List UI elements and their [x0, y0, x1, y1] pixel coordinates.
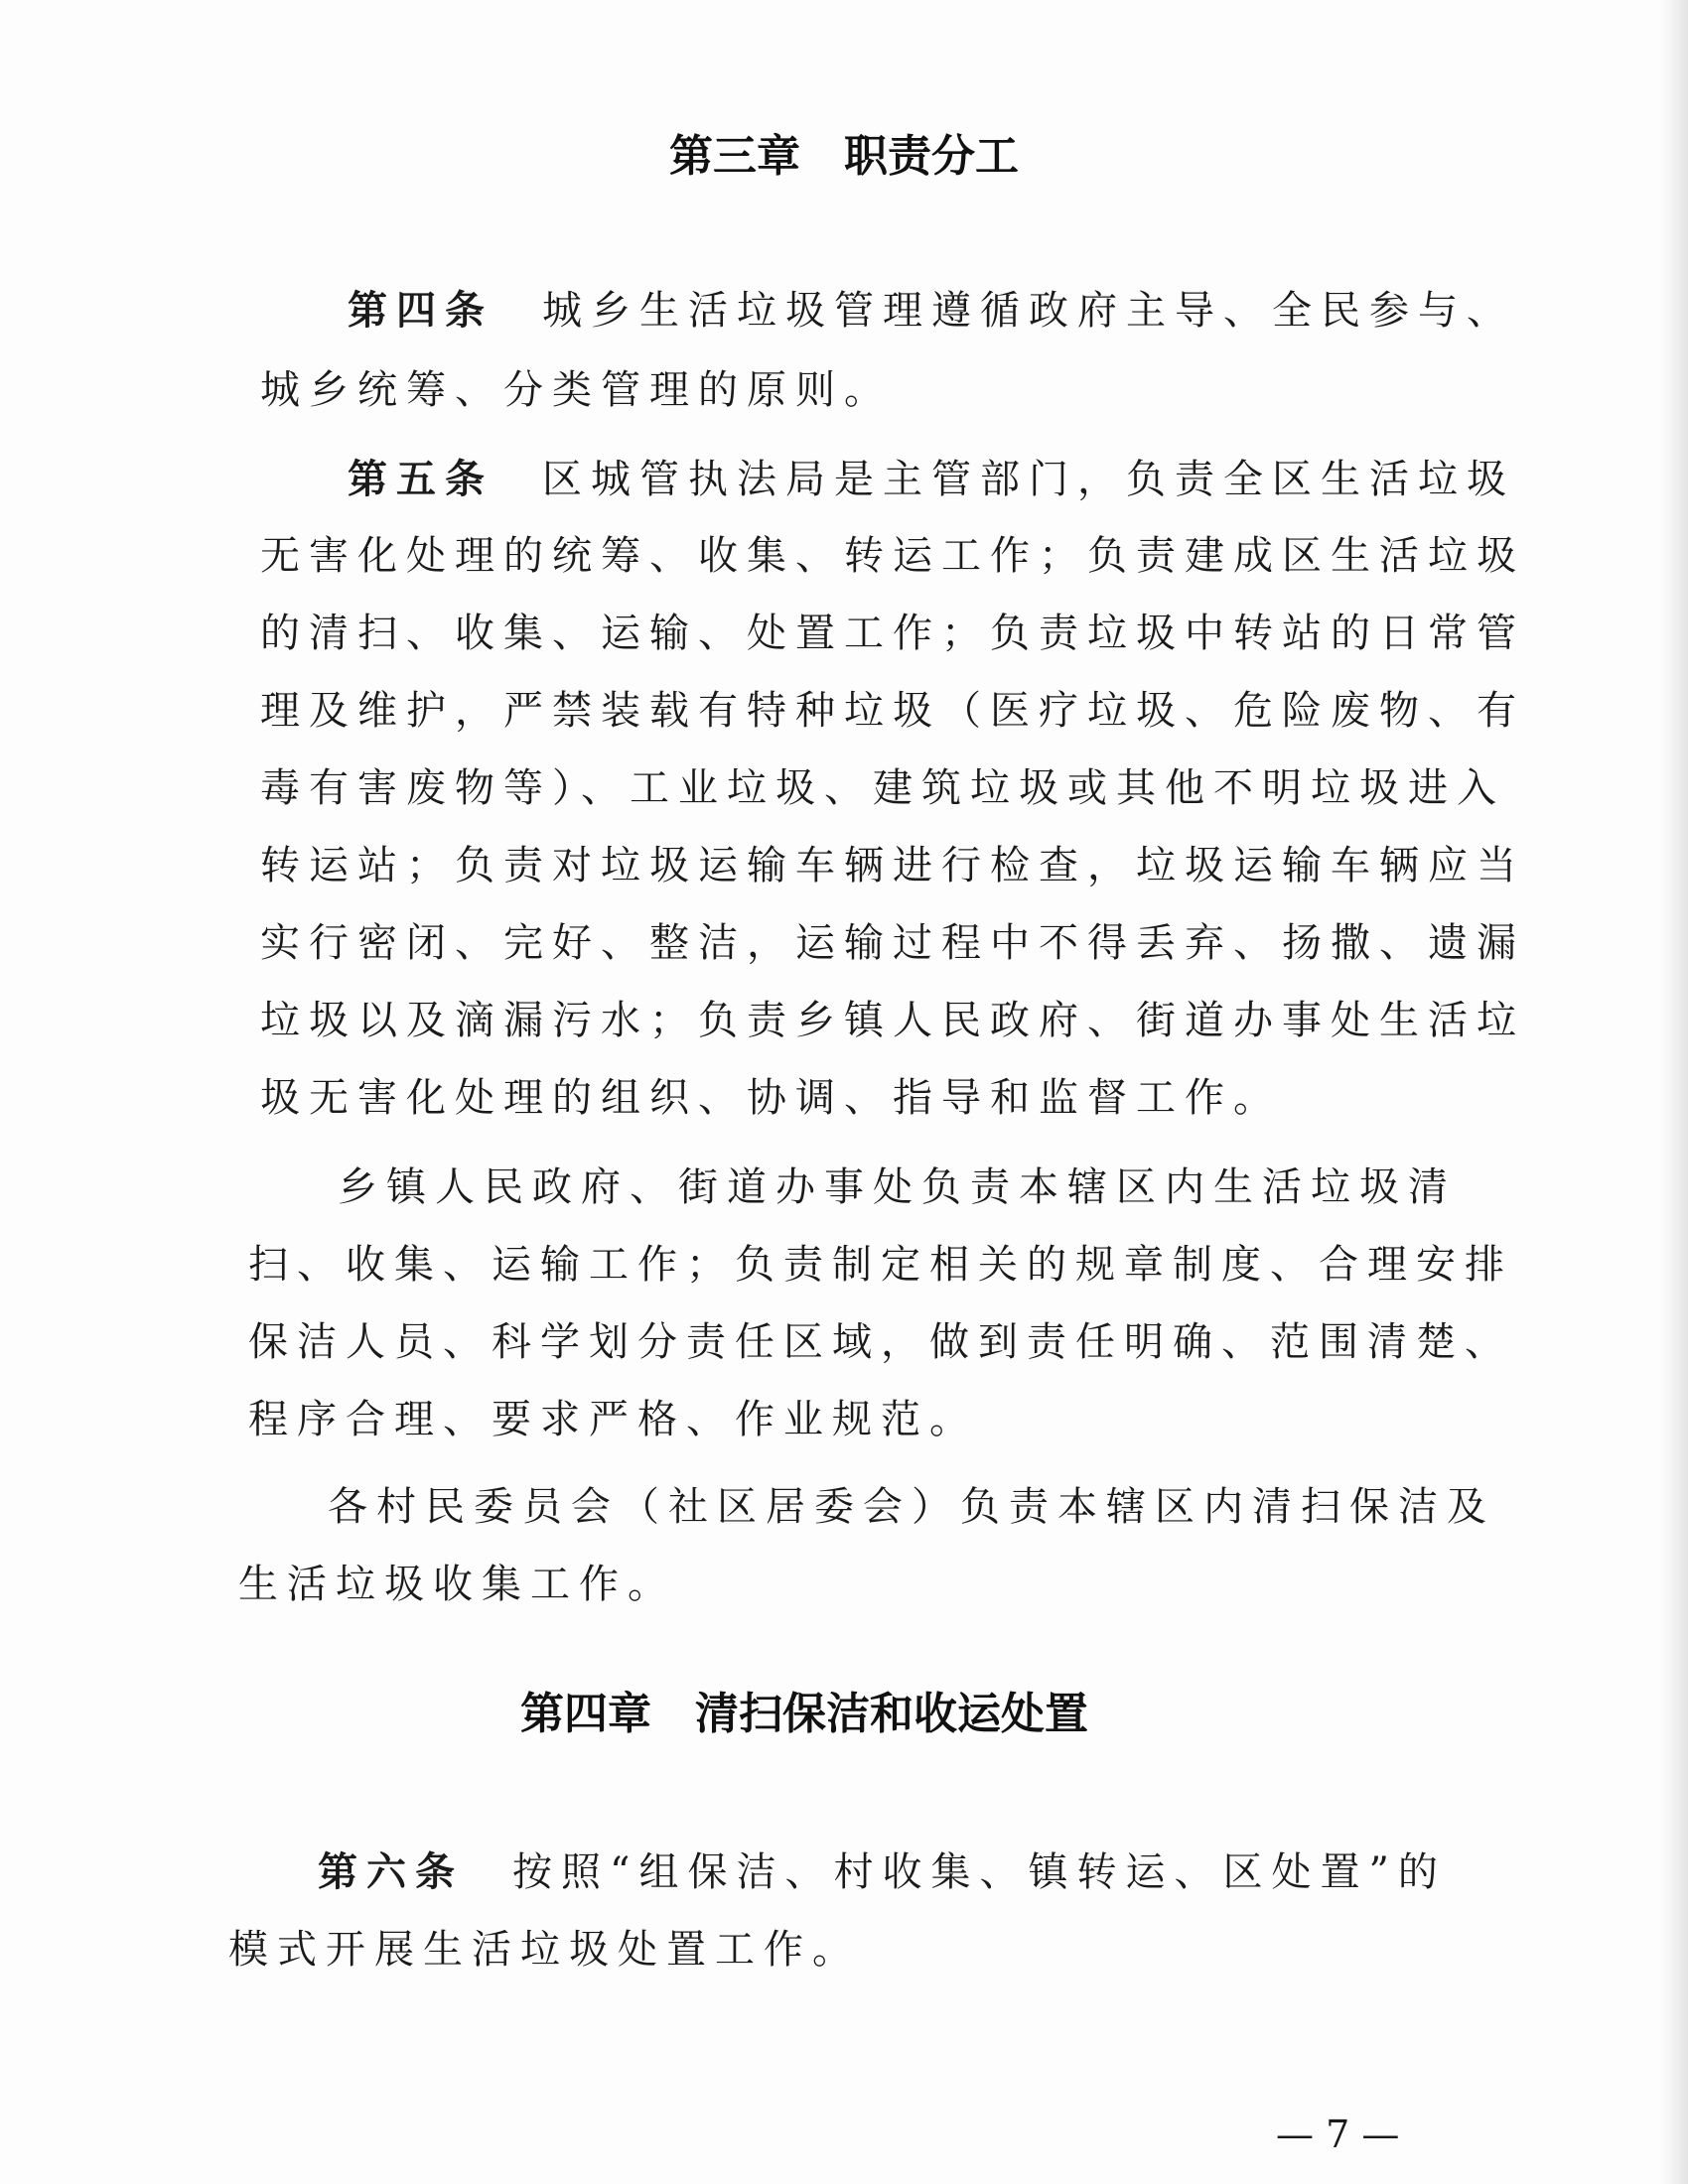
chapter-4-heading: 第四章 清扫保洁和收运处置 [520, 1689, 1088, 1739]
article-5-text-1: 区城管执法局是主管部门，负责全区生活垃圾 [542, 457, 1515, 502]
article-5-line-9: 圾无害化处理的组织、协调、指导和监督工作。 [260, 1075, 1282, 1121]
article-6-line-1 [318, 1843, 1447, 1902]
article-4-text-1: 城乡生活垃圾管理遵循政府主导、全民参与、 [542, 288, 1515, 334]
township-line-3: 保洁人员、科学划分责任区域，做到责任明确、范围清楚、 [248, 1319, 1513, 1365]
village-line-2: 生活垃圾收集工作。 [238, 1562, 676, 1607]
chapter-3-heading: 第三章 职责分工 [669, 131, 1019, 182]
article-5-line-1 [348, 450, 1515, 509]
township-line-2: 扫、收集、运输工作；负责制定相关的规章制度、合理安排 [248, 1242, 1513, 1288]
article-5-line-6: 转运站；负责对垃圾运输车辆进行检查，垃圾运输车辆应当 [260, 843, 1525, 888]
article-4-line-1 [348, 281, 1515, 341]
village-line-1: 各村民委员会（社区居委会）负责本辖区内清扫保洁及 [328, 1484, 1495, 1530]
article-5-number: 第五条 [348, 457, 493, 502]
article-6-line-2: 模式开展生活垃圾处置工作。 [228, 1927, 861, 1973]
article-5-line-3: 的清扫、收集、运输、处置工作；负责垃圾中转站的日常管 [260, 611, 1525, 656]
page-number: — 7 — [1276, 2113, 1400, 2156]
scan-edge-shadow [1660, 0, 1688, 2184]
article-4-line-2: 城乡统筹、分类管理的原则。 [260, 367, 893, 413]
article-5-line-8: 垃圾以及滴漏污水；负责乡镇人民政府、街道办事处生活垃 [260, 998, 1525, 1043]
article-5-line-7: 实行密闭、完好、整洁，运输过程中不得丢弃、扬撒、遗漏 [260, 920, 1525, 966]
article-5-line-2: 无害化处理的统筹、收集、转运工作；负责建成区生活垃圾 [260, 533, 1525, 579]
article-6-text-1: 按照“组保洁、村收集、镇转运、区处置”的 [512, 1849, 1447, 1895]
township-line-4: 程序合理、要求严格、作业规范。 [248, 1397, 978, 1442]
article-5-line-4: 理及维护，严禁装载有特种垃圾（医疗垃圾、危险废物、有 [260, 688, 1525, 734]
township-line-1: 乡镇人民政府、街道办事处负责本辖区内生活垃圾清 [338, 1164, 1457, 1210]
article-4-number: 第四条 [348, 288, 493, 334]
article-5-line-5: 毒有害废物等）、工业垃圾、建筑垃圾或其他不明垃圾进入 [260, 765, 1505, 811]
article-6-number: 第六条 [318, 1849, 464, 1895]
